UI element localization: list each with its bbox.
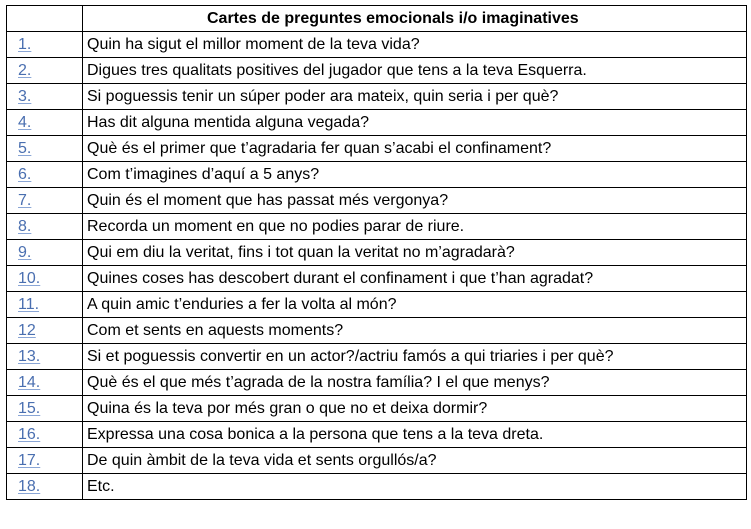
table-row [7, 448, 747, 474]
question-text: De quin àmbit de la teva vida et sents orgullós/a? [83, 448, 747, 474]
table-row [7, 214, 747, 240]
question-number: 11. [18, 295, 40, 313]
question-number-cell [7, 396, 83, 422]
question-number-cell [7, 292, 83, 318]
question-number: 17. [18, 451, 41, 469]
table-row [7, 162, 747, 188]
table-row [7, 266, 747, 292]
question-number-cell [7, 58, 83, 84]
table-row [7, 292, 747, 318]
question-text: Com et sents en aquests moments? [83, 318, 747, 344]
table-row [7, 110, 747, 136]
question-number-cell [7, 370, 83, 396]
question-number-cell [7, 188, 83, 214]
question-text: Quines coses has descobert durant el confinament i que t’han agradat? [83, 266, 747, 292]
table-row [7, 474, 747, 500]
questions-list [7, 32, 747, 500]
question-number: 13. [18, 347, 41, 365]
question-number: 5. [18, 139, 32, 157]
question-number-cell [7, 266, 83, 292]
question-number-cell [7, 214, 83, 240]
table-row [7, 344, 747, 370]
question-number: 9. [18, 243, 32, 261]
question-number: 7. [18, 191, 32, 209]
question-number-cell [7, 448, 83, 474]
question-text: Qui em diu la veritat, fins i tot quan la veritat no m’agradarà? [83, 240, 747, 266]
question-number: 4. [18, 113, 32, 131]
question-number-cell [7, 136, 83, 162]
question-number: 6. [18, 165, 32, 183]
question-number: 14. [18, 373, 41, 391]
table-row [7, 422, 747, 448]
question-number-cell [7, 240, 83, 266]
table-row [7, 58, 747, 84]
table-row [7, 136, 747, 162]
question-number: 18. [18, 477, 41, 495]
table-row [7, 84, 747, 110]
header-number-cell [7, 6, 83, 32]
question-text: Expressa una cosa bonica a la persona que tens a la teva dreta. [83, 422, 747, 448]
question-text: Si et poguessis convertir en un actor?/actriu famós a qui triaries i per què? [83, 344, 747, 370]
question-number: 8. [18, 217, 32, 235]
question-number-cell [7, 84, 83, 110]
question-text: Recorda un moment en que no podies parar de riure. [83, 214, 747, 240]
question-text: Quin és el moment que has passat més vergonya? [83, 188, 747, 214]
question-text: Etc. [83, 474, 747, 500]
question-text: Digues tres qualitats positives del jugador que tens a la teva Esquerra. [83, 58, 747, 84]
question-number-cell [7, 318, 83, 344]
question-number: 2. [18, 61, 32, 79]
question-text: Què és el que més t’agrada de la nostra família? I el que menys? [83, 370, 747, 396]
question-number-cell [7, 162, 83, 188]
question-number-cell [7, 422, 83, 448]
questions-table [6, 5, 747, 500]
question-text: Quin ha sigut el millor moment de la teva vida? [83, 32, 747, 58]
table-row [7, 396, 747, 422]
question-number: 1. [18, 35, 32, 53]
table-header-row [7, 6, 747, 32]
table-row [7, 370, 747, 396]
question-number: 12 [18, 321, 36, 339]
question-text: Què és el primer que t’agradaria fer quan s’acabi el confinament? [83, 136, 747, 162]
question-number-cell [7, 32, 83, 58]
question-number: 15. [18, 399, 41, 417]
question-number-cell [7, 474, 83, 500]
question-text: Quina és la teva por més gran o que no et deixa dormir? [83, 396, 747, 422]
question-text: Com t’imagines d’aquí a 5 anys? [83, 162, 747, 188]
question-number-cell [7, 344, 83, 370]
question-number-cell [7, 110, 83, 136]
table-row [7, 318, 747, 344]
question-number: 10. [18, 269, 41, 287]
table-row [7, 32, 747, 58]
question-text: Si poguessis tenir un súper poder ara mateix, quin seria i per què? [83, 84, 747, 110]
question-number: 3. [18, 87, 32, 105]
question-number: 16. [18, 425, 41, 443]
table-row [7, 188, 747, 214]
question-text: A quin amic t’enduries a fer la volta al món? [83, 292, 747, 318]
question-text: Has dit alguna mentida alguna vegada? [83, 110, 747, 136]
table-row [7, 240, 747, 266]
table-title: Cartes de preguntes emocionals i/o imaginatives [83, 6, 747, 32]
